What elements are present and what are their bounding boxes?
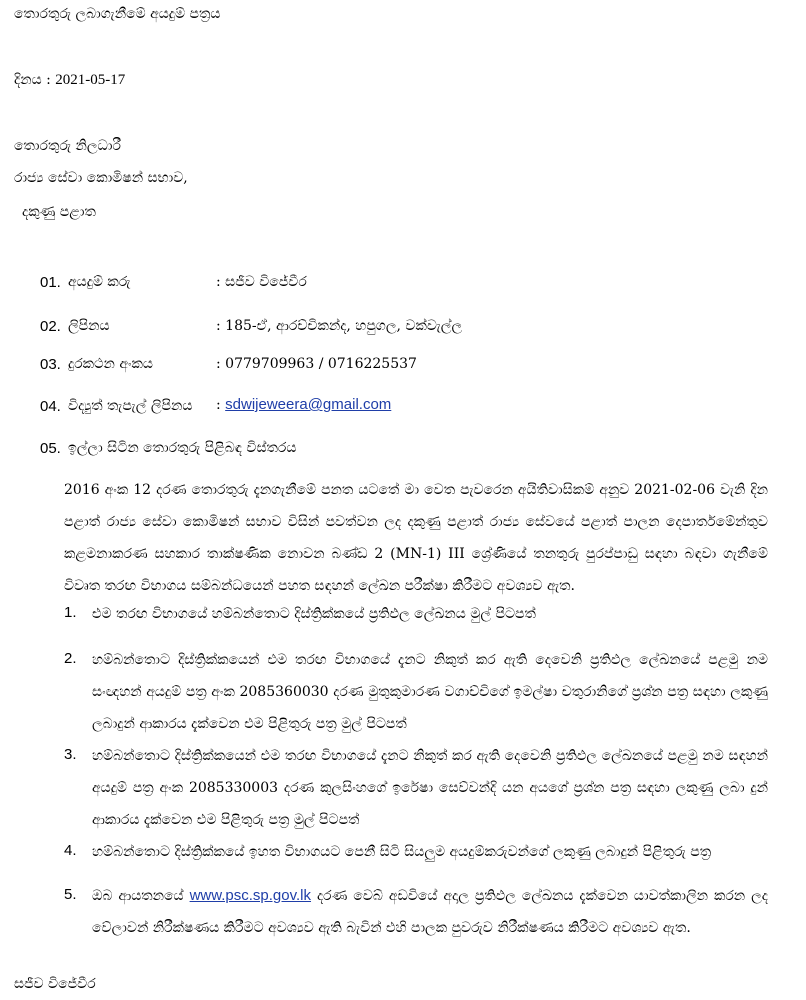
- recipient-line-3: දකුණු පළාත: [22, 204, 96, 220]
- recipient-line-2: රාජ්‍ය සේවා කොමිෂන් සභාව,: [14, 170, 188, 186]
- signature-name: සජීව විජේවීර: [14, 976, 96, 992]
- field-number-5: 05.: [40, 440, 61, 457]
- item-number-1: 1.: [64, 604, 77, 621]
- item-number-4: 4.: [64, 842, 77, 859]
- item-text-5: [92, 880, 768, 944]
- recipient-line-1: තොරතුරු නිලධාරී: [14, 138, 121, 154]
- item-text-3: හම්බන්තොට දිස්ත්‍රික්කයෙන් එම තරඟ විභාගයේ දැනට නිකුත් කර ඇති දෙවෙනි ප්‍රතිඵල ලේඛනයේ පළමු නම සඳහන් අයදුම් පත්‍ර අංක 2085330003 දරණ කුලසිංහගේ ඉරේෂා සෙව්වන්දි යන අයගේ ප්‍රශ්න පත්‍ර සඳහා ලකුණු ලබා දුන් ආකාරය දැක්වෙන එම පිළිතුරු පත්‍ර මුල් පිටපත්: [92, 748, 768, 828]
- item-text-4: හම්බන්තොට දිස්ත්‍රික්කයේ ඉහත විභාගයට පෙනී සිටි සියලුම අයදුම්කරුවන්ගේ ලකුණු ලබාදුන් පිළිතුරු පත්‍ර: [92, 844, 712, 860]
- field-separator-4: :: [216, 397, 221, 413]
- website-link[interactable]: www.psc.sp.gov.lk: [189, 887, 312, 904]
- item-number-2: 2.: [64, 650, 77, 667]
- field-value-4: [216, 396, 391, 413]
- intro-paragraph: 2016 අංක 12 දරණ තොරතුරු දැනගැනීමේ පනත යටතේ මා වෙත පැවරෙන අයිතිවාසිකම් අනුව 2021-02-06 වැනි දින පළාත් රාජ්‍ය සේවා කොමිෂන් සභාව විසින් පවත්වන ලද දකුණු පළාත් රාජ්‍ය සේවයේ පළාත් පාලන දෙපාර්තමේන්තුව කළමනාකරණ සහකාර තාක්ෂණික නොවන බණ්ඩ 2 (MN-1) III ශ්‍රේණියේ තනතුරු පුරප්පාඩු සඳහා බඳවා ගැනීමේ විවෘත තරඟ විභාගය සම්බන්ධයෙන් පහත සඳහන් ලේඛන පරීක්ෂා කිරීමට අවශ්‍යව ඇත.: [64, 482, 768, 594]
- date-label: දිනය :: [14, 72, 51, 88]
- item-5-text-after: දරණ වෙබ් අඩවියේ අදාල ප්‍රතිඵල ලේඛනය දැක්වෙන යාවත්කාලින කරන ලද වේලාවන් නිරීක්ෂණය කිරීමට අවශ්‍යව ඇති බැවින් එහි පාලක පුවරුව නිරීක්ෂණය කිරීමට අවශ්‍යව ඇත.: [92, 888, 768, 936]
- field-label-4: විද්‍යුත් තැපැල් ලිපිනය: [68, 398, 193, 414]
- field-number-4: 04.: [40, 398, 61, 415]
- field-label-3: දුරකථන අංකය: [68, 356, 153, 372]
- field-number-1: 01.: [40, 274, 61, 291]
- date-line: [14, 72, 125, 89]
- field-label-5: ඉල්ලා සිටින තොරතුරු පිළිබඳ විස්තරය: [68, 440, 297, 456]
- item-text-1: එම තරඟ විභාගයේ හම්බන්තොට දිස්ත්‍රික්කයේ ප්‍රතිඵල ලේඛනය මුල් පිටපත්: [92, 606, 536, 622]
- item-text-2: හම්බන්තොට දිස්ත්‍රික්කයෙන් එම තරඟ විභාගයේ දැනට නිකුත් කර ඇති දෙවෙනි ප්‍රතිඵල ලේඛනයේ පළමු නම සංඥහන් අයදුම් පත්‍ර අංක 2085360030 දරණ මුතුකුමාරණ වගාච්චිගේ ඉමල්ෂා චතුරානිගේ ප්‍රශ්න පත්‍ර සඳහා ලකුණු ලබාදුන් ආකාරය දැක්වෙන එම පිළිතුරු පත්‍ර මුල් පිටපත්: [92, 652, 768, 732]
- field-value-3: : 0779709963 / 0716225537: [216, 356, 417, 372]
- field-label-1: අයදුම් කරු: [68, 274, 131, 290]
- item-number-3: 3.: [64, 746, 77, 763]
- email-link[interactable]: sdwijeweera@gmail.com: [225, 396, 392, 413]
- date-value: 2021-05-17: [55, 72, 126, 88]
- field-number-3: 03.: [40, 356, 61, 373]
- item-5-text-before: ඔබ ආයතනයේ: [92, 888, 184, 904]
- field-number-2: 02.: [40, 318, 61, 335]
- field-value-1: : සජීව විජේවීර: [216, 274, 307, 290]
- page-title: තොරතුරු ලබාගැනීමේ අයදුම් පත්‍රය: [14, 6, 221, 22]
- field-label-2: ලිපිනය: [68, 318, 110, 334]
- field-value-2: : 185-ඒ, ආරච්චිකන්ද, හපුගල, වක්වැල්ල: [216, 318, 463, 334]
- item-number-5: 5.: [64, 886, 77, 903]
